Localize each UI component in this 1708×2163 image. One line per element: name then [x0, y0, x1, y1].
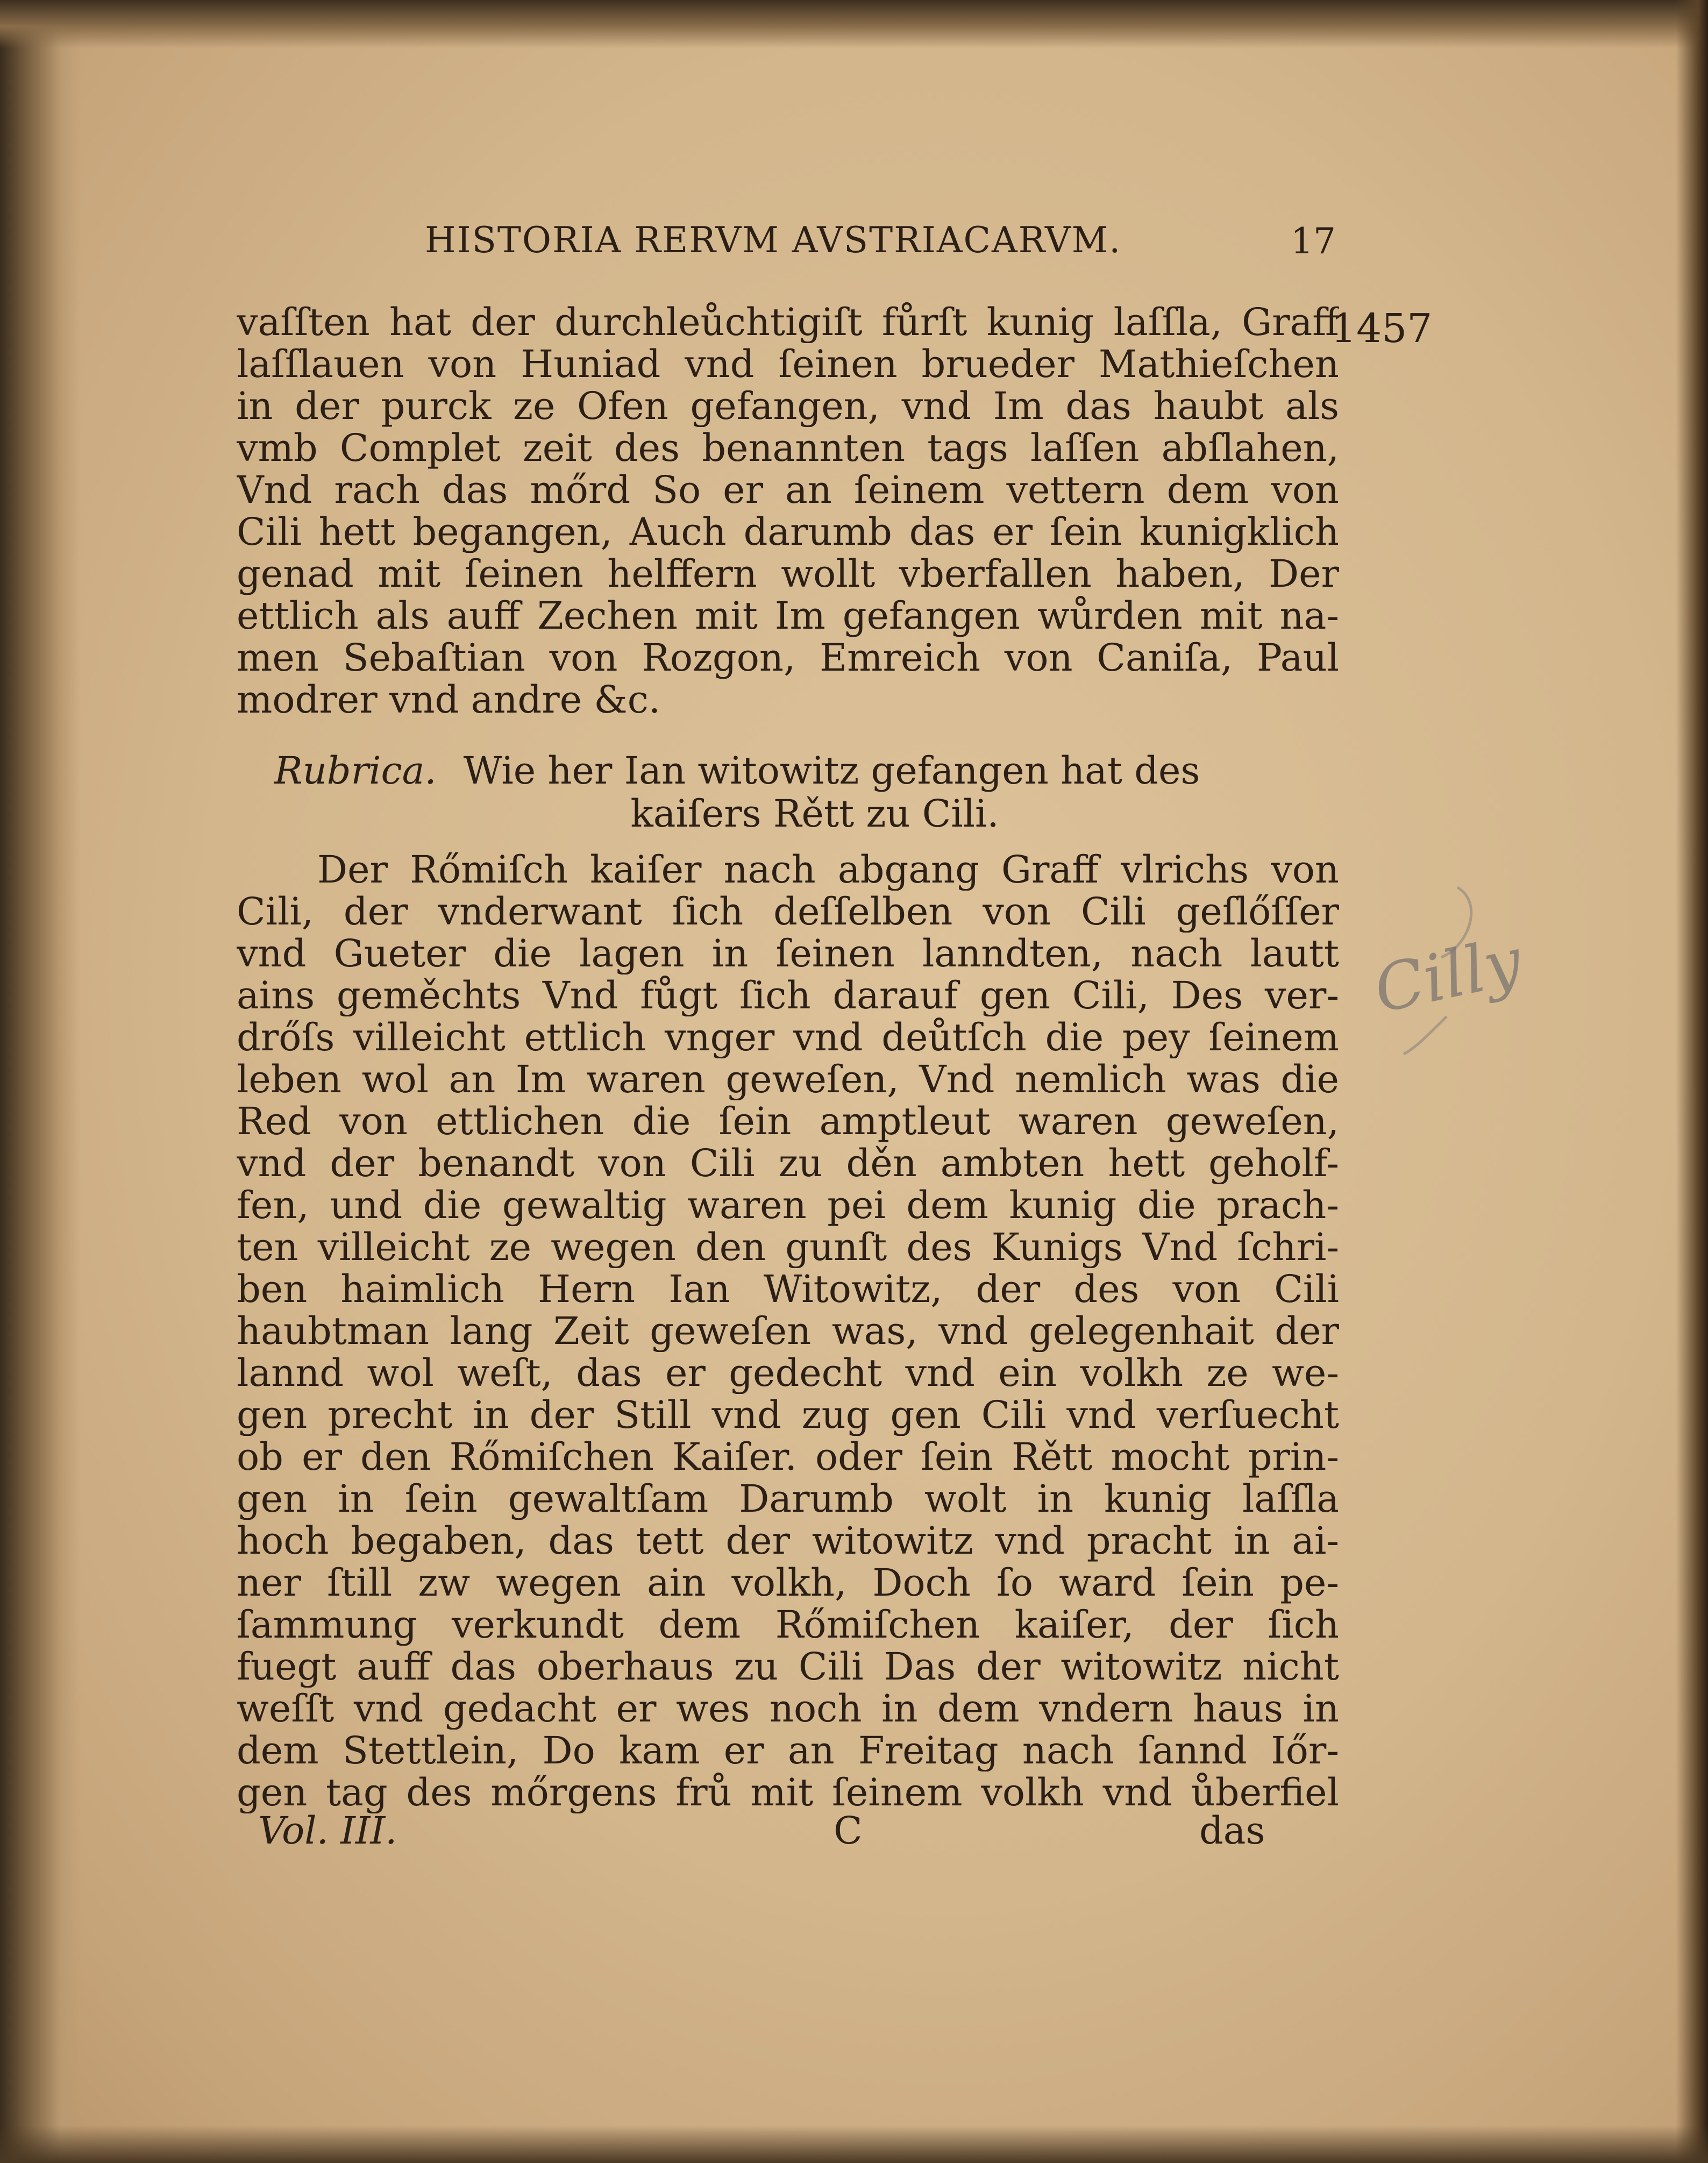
text-line: fuegt auff das oberhaus zu Cili Das der witowitz nicht	[237, 1646, 1339, 1688]
page-footer	[258, 1809, 1334, 1857]
text-line: vmb Complet zeit des benannten tags laſſen abſlahen,	[237, 427, 1339, 469]
text-line: fen, und die gewaltig waren pei dem kunig die prach-	[237, 1184, 1339, 1226]
rubric-line-1: Wie her Ian witowitz gefangen hat des	[463, 749, 1200, 793]
text-line: ben haimlich Hern Ian Witowitz, der des von Cili	[237, 1268, 1339, 1310]
rubric-heading	[274, 749, 1323, 835]
text-line: vnd Gueter die lagen in ſeinen lanndten, nach lautt	[237, 933, 1339, 974]
text-line: genad mit ſeinen helffern wollt vberfallen haben, Der	[237, 553, 1339, 595]
text-line: ner ſtill zw wegen ain volkh, Doch ſo ward ſein pe-	[237, 1562, 1339, 1604]
text-line: modrer vnd andre &c.	[237, 678, 661, 722]
text-line: ob er den Rőmiſchen Kaiſer. oder ſein Rětt mocht prin-	[237, 1436, 1339, 1478]
running-head: HISTORIA RERVM AVSTRIACARVM.	[425, 219, 1122, 261]
text-line: Red von ettlichen die ſein amptleut waren geweſen,	[237, 1100, 1339, 1142]
text-line: Cili, der vnderwant ſich deſſelben von Cili geſlőſſer	[237, 891, 1339, 933]
signature-mark: C	[834, 1809, 863, 1853]
bottom-edge-shadow	[0, 2125, 1708, 2163]
text-line: laſſlauen von Huniad vnd ſeinen brueder Mathieſchen	[237, 343, 1339, 385]
text-line: gen tag des mőrgens frů mit ſeinem volkh vnd ůberfiel	[237, 1771, 1339, 1813]
paragraph-2	[237, 849, 1339, 1813]
text-line: Cili hett begangen, Auch darumb das er ſein kunigklich	[237, 511, 1339, 553]
text-line: lannd wol weſt, das er gedecht vnd ein volkh ze we-	[237, 1352, 1339, 1394]
text-line: Der Rőmiſch kaiſer nach abgang Graff vlrichs von	[317, 849, 1339, 891]
fore-edge-shadow	[1676, 0, 1708, 2163]
text-line: dem Stettlein, Do kam er an Freitag nach ſannd Iőr-	[237, 1730, 1339, 1771]
page-number: 17	[1291, 220, 1336, 262]
pencil-annotation: Cilly	[1368, 923, 1528, 1028]
text-line: vnd der benandt von Cili zu děn ambten hett geholf-	[237, 1142, 1339, 1184]
text-line: in der purck ze Ofen gefangen, vnd Im das haubt als	[237, 385, 1339, 427]
text-line: drőſs villeicht ettlich vnger vnd deůtſch die pey ſeinem	[237, 1016, 1339, 1058]
rubric-label: Rubrica.	[274, 749, 437, 793]
volume-label: Vol. III.	[258, 1809, 397, 1853]
text-line: haubtman lang Zeit geweſen was, vnd gelegenhait der	[237, 1310, 1339, 1352]
text-line: gen precht in der Still vnd zug gen Cili vnd verſuecht	[237, 1394, 1339, 1436]
top-edge-shadow	[0, 0, 1708, 48]
text-line: ten villeicht ze wegen den gunſt des Kunigs Vnd ſchri-	[237, 1226, 1339, 1268]
text-line: ſammung verkundt dem Rőmiſchen kaiſer, der ſich	[237, 1604, 1339, 1646]
book-spine-shadow	[0, 0, 81, 2163]
text-line: ains geměchts Vnd fůgt ſich darauf gen Cili, Des ver-	[237, 974, 1339, 1016]
text-line: vaſſten hat der durchleůchtigiſt fůrſt kunig laſſla, Graff	[237, 301, 1339, 343]
margin-year: 1457	[1331, 305, 1433, 352]
text-line: gen in ſein gewaltſam Darumb wolt in kunig laſſla	[237, 1478, 1339, 1520]
catchword: das	[1199, 1809, 1265, 1853]
paragraph-1	[237, 301, 1339, 721]
text-line: men Sebaſtian von Rozgon, Emreich von Caniſa, Paul	[237, 637, 1339, 679]
text-line: ettlich als auff Zechen mit Im gefangen wůrden mit na-	[237, 595, 1339, 637]
rubric-line-2: kaiſers Rětt zu Cili.	[630, 792, 999, 836]
text-line: hoch begaben, das tett der witowitz vnd pracht in ai-	[237, 1520, 1339, 1562]
text-line: Vnd rach das mőrd So er an ſeinem vettern dem von	[237, 469, 1339, 511]
text-line: leben wol an Im waren geweſen, Vnd nemlich was die	[237, 1058, 1339, 1100]
text-line: weſſt vnd gedacht er wes noch in dem vndern haus in	[237, 1688, 1339, 1730]
